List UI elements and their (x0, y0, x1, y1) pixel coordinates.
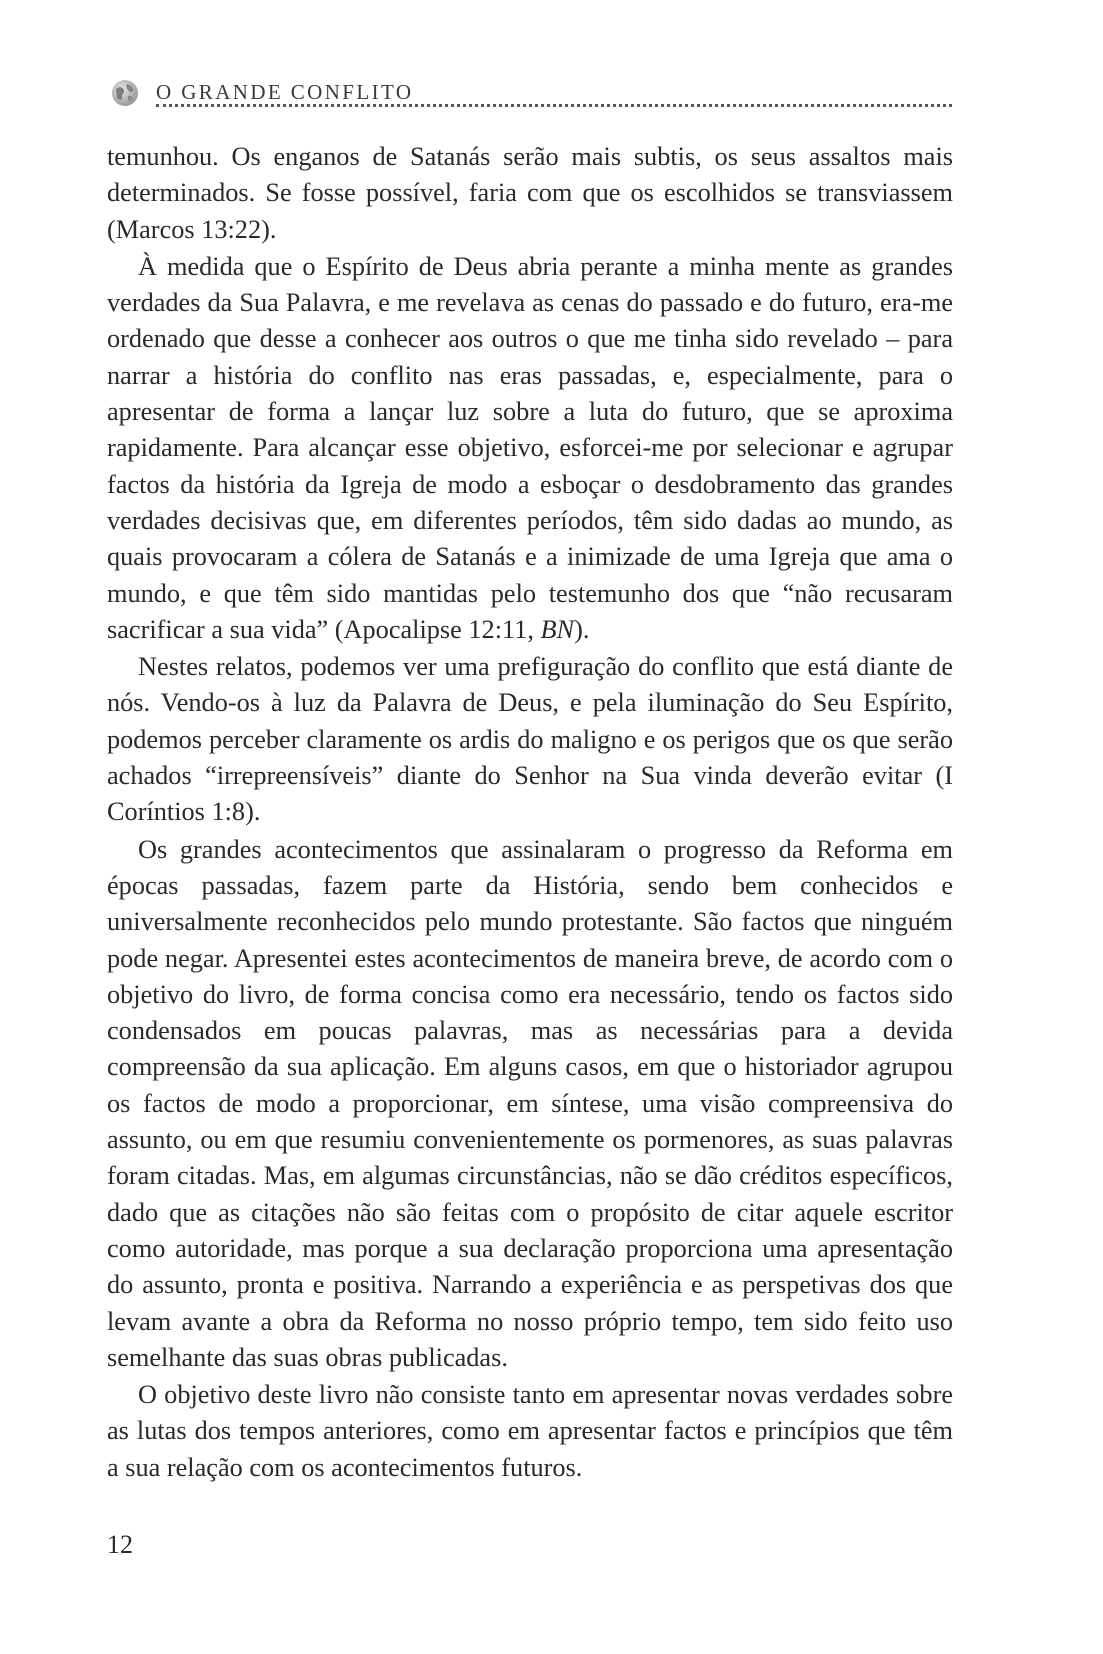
globe-icon (110, 78, 140, 108)
body-text (107, 139, 953, 1486)
paragraph: Nestes relatos, podemos ver uma prefiguração do conflito que está diante de nós. Vendo-os à luz da Palavra de Deus, e pela iluminação do Seu Espírito, podemos perceber claramente os ardis do maligno e os perigos que os que serão achados “irrepreensíveis” diante do Senhor na Sua vinda deverão evitar (I Coríntios 1:8). (107, 652, 953, 827)
paragraph: Os grandes acontecimentos que assinalaram o progresso da Reforma em épocas passadas, fazem parte da História, sendo bem conhecidos e universalmente reconhecidos pelo mundo protestante. São factos que ninguém pode negar. Apresentei estes acontecimentos de maneira breve, de acordo com o objetivo do livro, de forma concisa como era necessário, tendo os factos sido condensados em poucas palavras, mas as necessárias para a devida compreensão da sua aplicação. Em alguns casos, em que o historiador agrupou os factos de modo a proporcionar, em síntese, uma visão compreensiva do assunto, ou em que resumiu convenientemente os pormenores, as suas palavras foram citadas. Mas, em algumas circunstâncias, não se dão créditos específicos, dado que as citações não são feitas com o propósito de citar aquele escritor como autoridade, mas porque a sua declaração proporciona uma apresentação do assunto, pronta e positiva. Narrando a experiência e as perspetivas dos que levam avante a obra da Reforma no nosso próprio tempo, tem sido feito uso semelhante das suas obras publicadas. (107, 834, 953, 1372)
running-header (110, 76, 952, 110)
running-header-title: O GRANDE CONFLITO (156, 80, 414, 104)
page-number: 12 (107, 1530, 133, 1559)
header-dotted-rule (156, 104, 952, 107)
paragraph: À medida que o Espírito de Deus abria perante a minha mente as grandes verdades da Sua Palavra, e me revelava as cenas do passado e do futuro, era-me ordenado que desse a conhecer aos outros o que me tinha sido revelado – para narrar a história do conflito nas eras passadas, e, especialmente, para o apresentar de forma a lançar luz sobre a luta do futuro, que se aproxima rapidamente. Para alcançar esse objetivo, esforcei-me por selecionar e agrupar factos da história da Igreja de modo a esboçar o desdobramento das grandes verdades decisivas que, em diferentes períodos, têm sido dadas ao mundo, as quais provocaram a cólera de Satanás e a inimizade de uma Igreja que ama o mundo, e que têm sido mantidas pelo testemunho dos que “não recusaram sacrificar a sua vida” (Apocalipse 12:11, BN). (107, 251, 953, 644)
paragraph: temunhou. Os enganos de Satanás serão mais subtis, os seus assaltos mais determinados. Se fosse possível, faria com que os escolhidos se transviassem (Marcos 13:22). (107, 142, 953, 244)
version-abbreviation: BN (540, 614, 575, 644)
paragraph: O objetivo deste livro não consiste tanto em apresentar novas verdades sobre as lutas dos tempos anteriores, como em apresentar factos e princípios que têm a sua relação com os acontecimentos futuros. (107, 1380, 953, 1482)
